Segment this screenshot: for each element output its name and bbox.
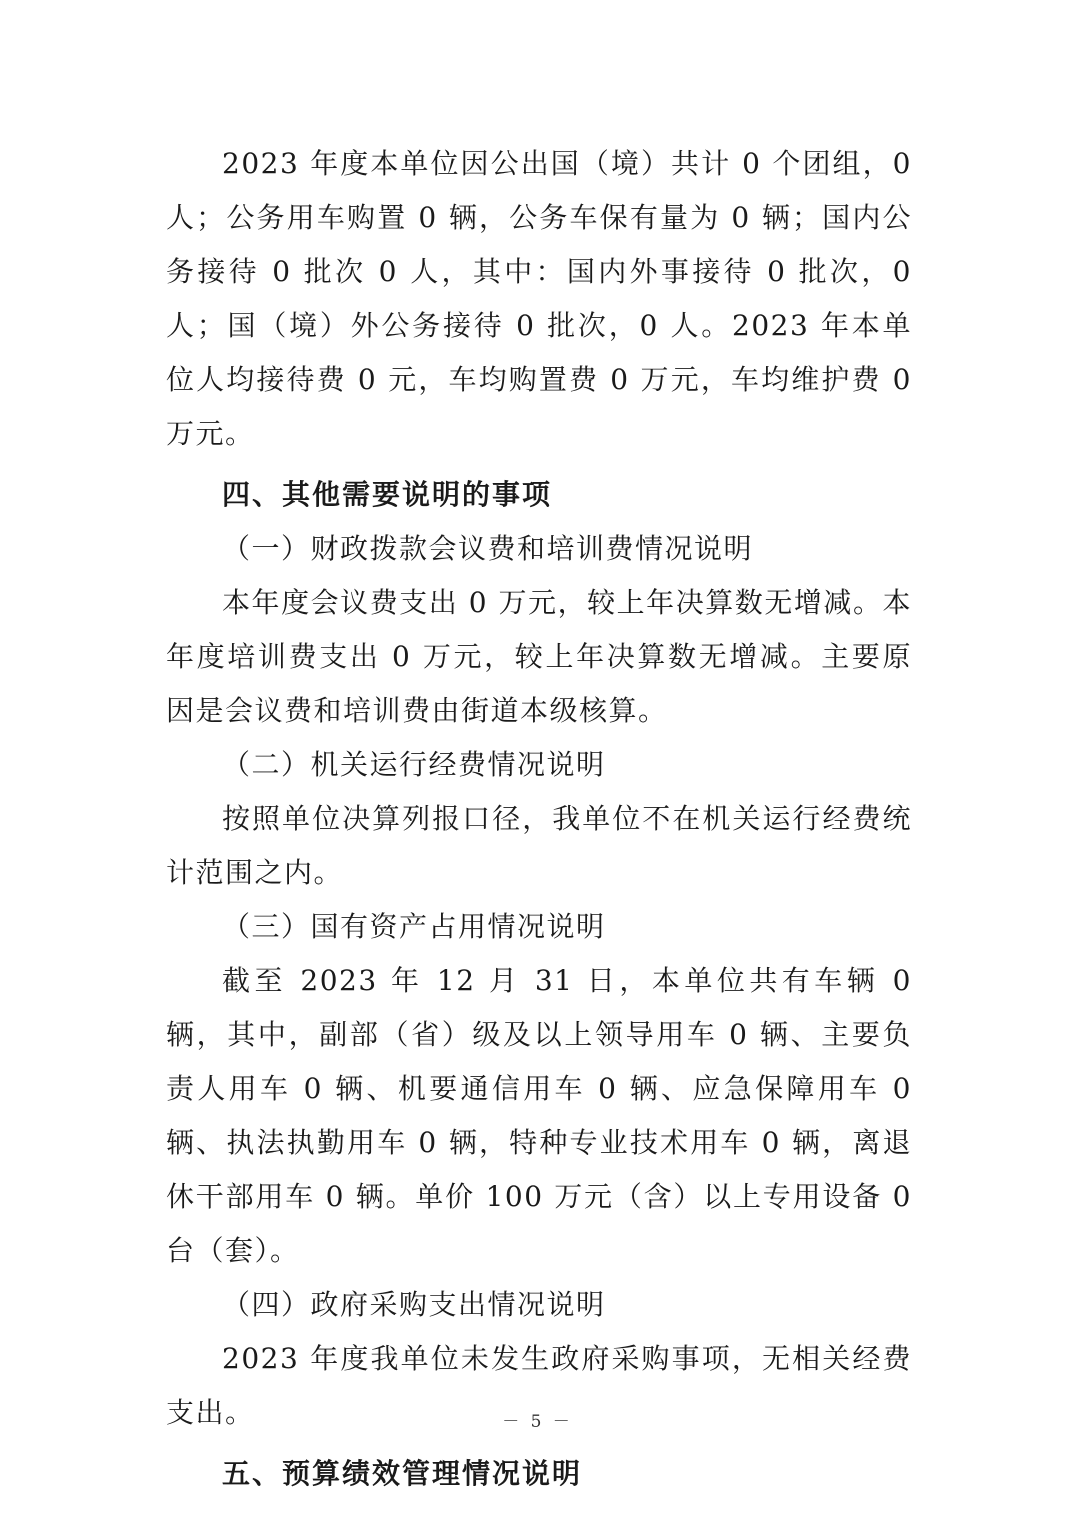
section-heading-performance: 五、预算绩效管理情况说明 bbox=[222, 1457, 583, 1490]
paragraph-state-assets: 截至 2023 年 12 月 31 日，本单位共有车辆 0 辆，其中，副部（省）级及以上领导用车 0 辆、主要负责人用车 0 辆、机要通信用车 0 辆、应急保障用车 0 辆、执法执勤用车 0 辆，特种专业技术用车 0 辆，离退休干部用车 0 辆。单价 100 万元（含）以上专用设备 0 台（套）。 bbox=[166, 964, 912, 1267]
paragraph-procurement: 2023 年度我单位未发生政府采购事项，无相关经费支出。 bbox=[166, 1342, 912, 1429]
paragraph-meeting-training: 本年度会议费支出 0 万元，较上年决算数无增减。本年度培训费支出 0 万元，较上年决算数无增减。主要原因是会议费和培训费由街道本级核算。 bbox=[166, 586, 912, 727]
subsection-heading-state-assets: （三）国有资产占用情况说明 bbox=[222, 910, 606, 943]
section-heading-other-matters: 四、其他需要说明的事项 bbox=[222, 478, 553, 511]
paragraph-operating-funds: 按照单位决算列报口径，我单位不在机关运行经费统计范围之内。 bbox=[166, 802, 912, 889]
subsection-heading-operating-funds: （二）机关运行经费情况说明 bbox=[222, 748, 606, 781]
document-body bbox=[166, 137, 912, 1501]
subsection-heading-meeting-training: （一）财政拨款会议费和培训费情况说明 bbox=[222, 532, 754, 565]
paragraph-overseas-reception: 2023 年度本单位因公出国（境）共计 0 个团组，0 人；公务用车购置 0 辆，公务车保有量为 0 辆；国内公务接待 0 批次 0 人，其中：国内外事接待 0 批次，0 人；国（境）外公务接待 0 批次，0 人。2023 年本单位人均接待费 0 元，车均购置费 0 万元，车均维护费 0 万元。 bbox=[166, 147, 912, 450]
subsection-heading-procurement: （四）政府采购支出情况说明 bbox=[222, 1288, 606, 1321]
page-number: － 5 － bbox=[502, 1412, 573, 1432]
